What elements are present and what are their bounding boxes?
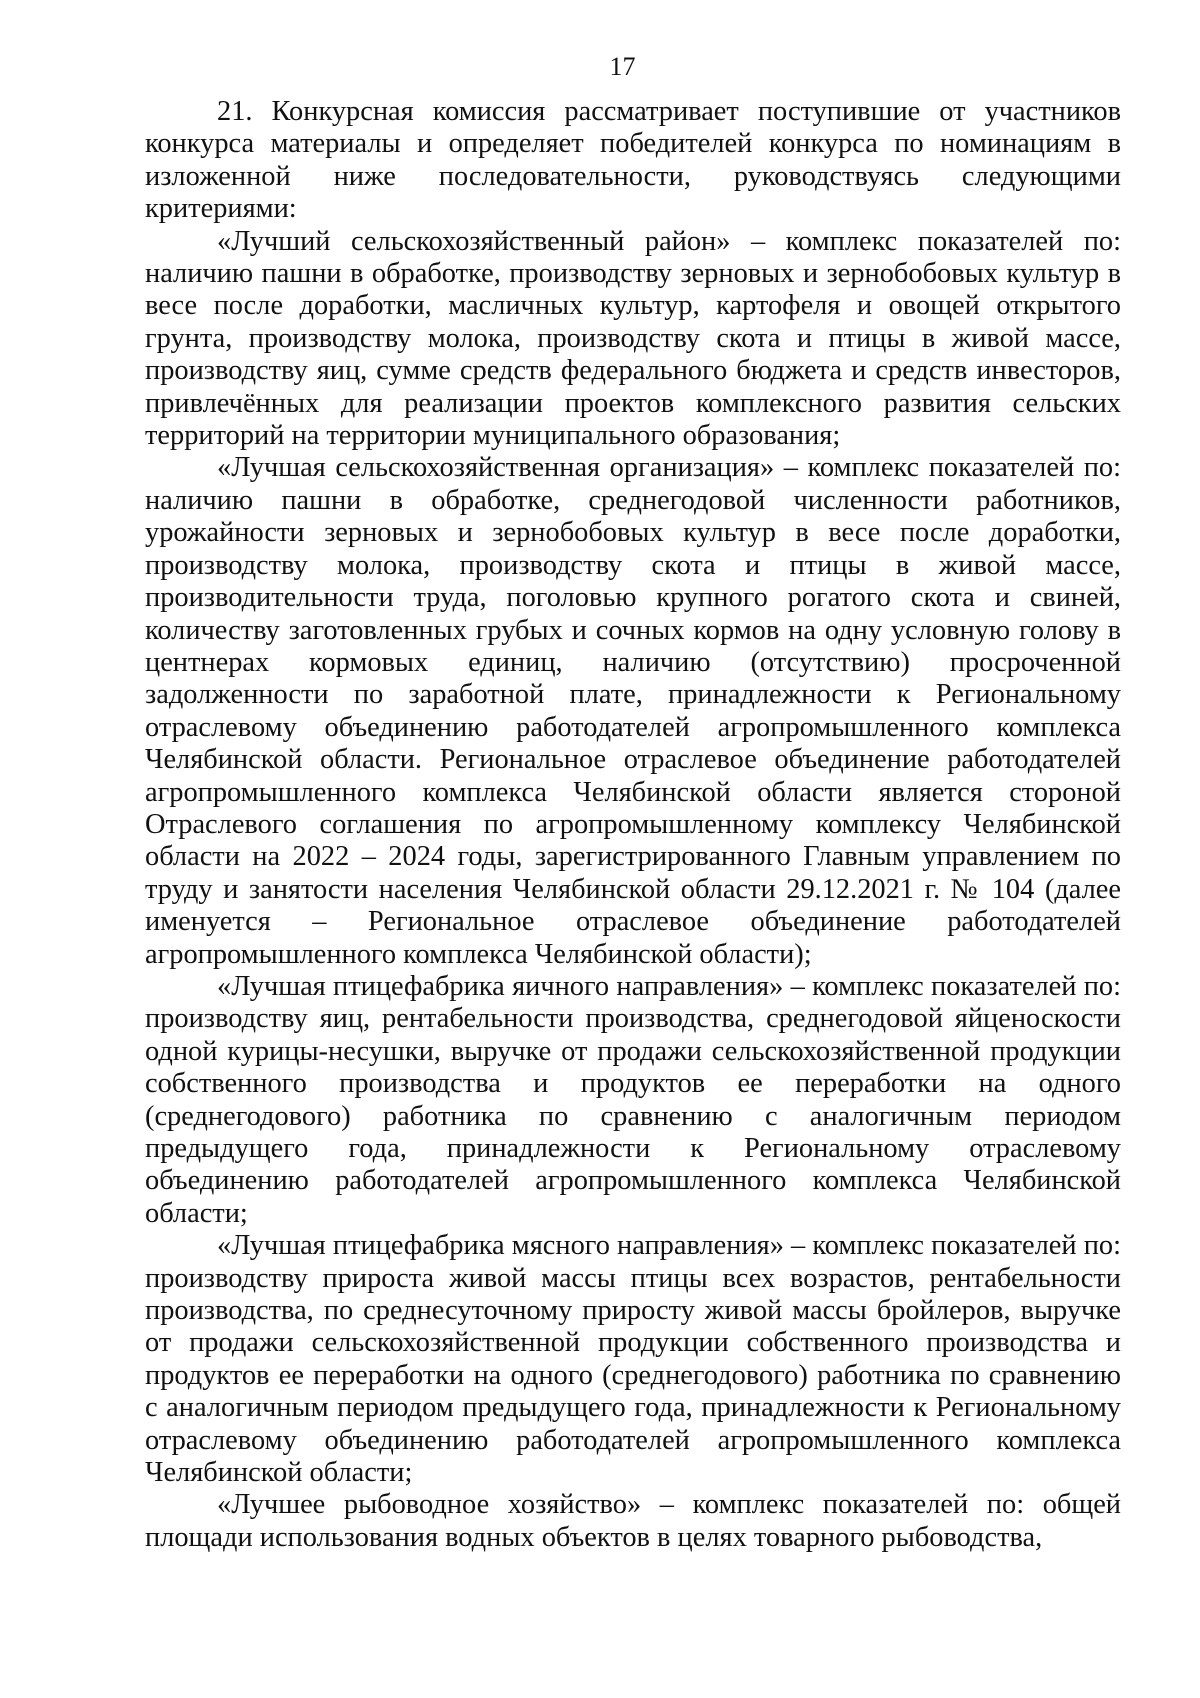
paragraph-best-egg-poultry-farm: «Лучшая птицефабрика яичного направления» – комплекс показателей по: производству яиц, рентабельности производства, среднегодовой яйценоскости одной курицы-несушки, выручке от продажи сельскохозяйственной продукции собственного производства и продуктов ее переработки на одного (среднегодового) работника по сравнению с аналогичным периодом предыдущего года, принадлежности к Региональному отраслевому объединению работодателей агропромышленного комплекса Челябинской области; — [145, 970, 1121, 1229]
document-body — [145, 96, 1121, 1554]
paragraph-best-meat-poultry-farm: «Лучшая птицефабрика мясного направления» – комплекс показателей по: производству прироста живой массы птицы всех возрастов, рентабельности производства, по среднесуточному приросту живой массы бройлеров, выручке от продажи сельскохозяйственной продукции собственного производства и продуктов ее переработки на одного (среднегодового) работника по сравнению с аналогичным периодом предыдущего года, принадлежности к Региональному отраслевому объединению работодателей агропромышленного комплекса Челябинской области; — [145, 1230, 1121, 1489]
paragraph-best-agricultural-organization: «Лучшая сельскохозяйственная организация» – комплекс показателей по: наличию пашни в обработке, среднегодовой численности работников, урожайности зерновых и зернобобовых культур в весе после доработки, производству молока, производству скота и птицы в живой массе, производительности труда, поголовью крупного рогатого скота и свиней, количеству заготовленных грубых и сочных кормов на одну условную голову в центнерах кормовых единиц, наличию (отсутствию) просроченной задолженности по заработной плате, принадлежности к Региональному отраслевому объединению работодателей агропромышленного комплекса Челябинской области. Региональное отраслевое объединение работодателей агропромышленного комплекса Челябинской области является стороной Отраслевого соглашения по агропромышленному комплексу Челябинской области на 2022 – 2024 годы, зарегистрированного Главным управлением по труду и занятости населения Челябинской области 29.12.2021 г. № 104 (далее именуется – Региональное отраслевое объединение работодателей агропромышленного комплекса Челябинской области); — [145, 452, 1121, 970]
page-number: 17 — [609, 52, 636, 81]
paragraph-criteria-intro: 21. Конкурсная комиссия рассматривает поступившие от участников конкурса материалы и определяет победителей конкурса по номинациям в изложенной ниже последовательности, руководствуясь следующими критериями: — [145, 96, 1121, 225]
paragraph-best-fish-farm: «Лучшее рыбоводное хозяйство» – комплекс показателей по: общей площади использования водных объектов в целях товарного рыбоводства, — [145, 1489, 1121, 1553]
paragraph-best-agricultural-district: «Лучший сельскохозяйственный район» – комплекс показателей по: наличию пашни в обработке, производству зерновых и зернобобовых культур в весе после доработки, масличных культур, картофеля и овощей открытого грунта, производству молока, производству скота и птицы в живой массе, производству яиц, сумме средств федерального бюджета и средств инвесторов, привлечённых для реализации проектов комплексного развития сельских территорий на территории муниципального образования; — [145, 225, 1121, 452]
